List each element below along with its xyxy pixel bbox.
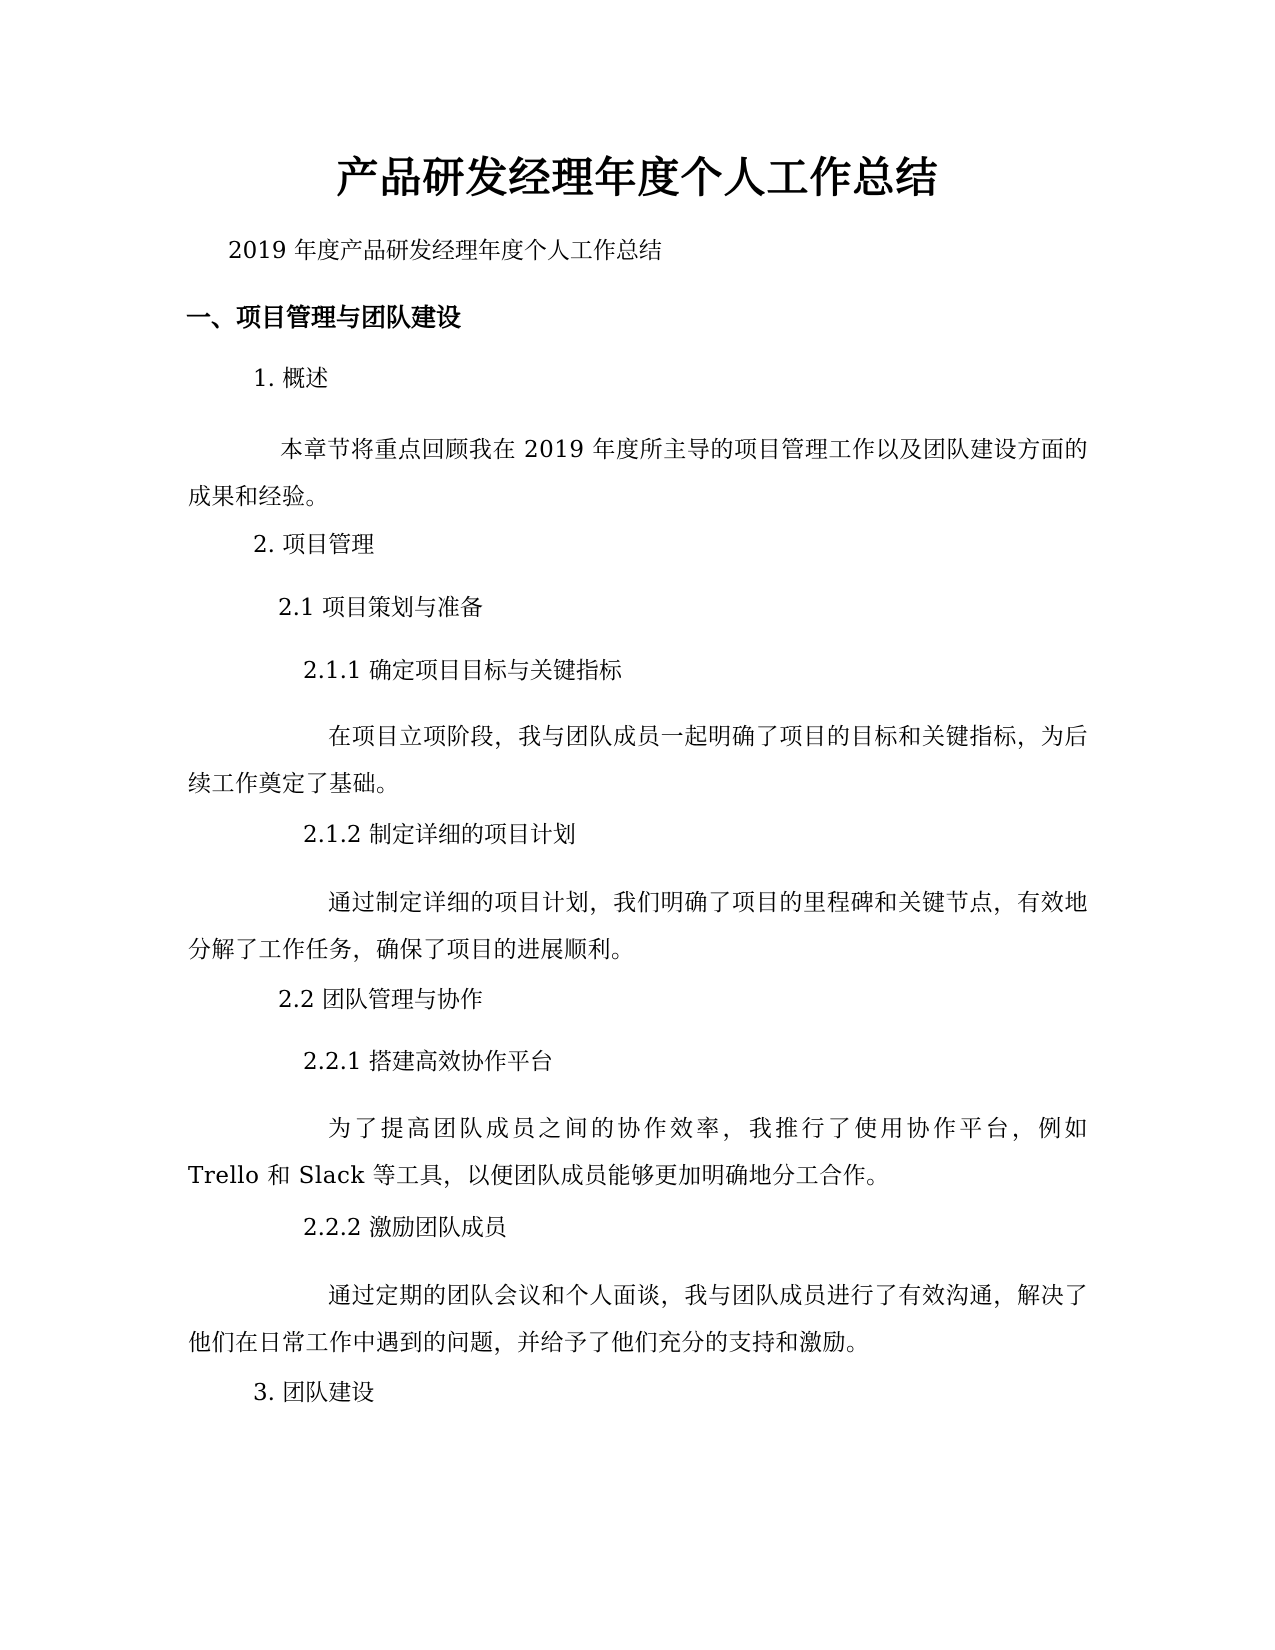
document-title: 产品研发经理年度个人工作总结 xyxy=(336,153,939,202)
heading-project-management: 2. 项目管理 xyxy=(253,532,375,558)
heading-team-motivation: 2.2.2 激励团队成员 xyxy=(303,1215,507,1241)
heading-project-planning: 2.1 项目策划与准备 xyxy=(278,595,483,621)
heading-project-plan: 2.1.2 制定详细的项目计划 xyxy=(303,822,576,848)
paragraph-project-goals: 在项目立项阶段，我与团队成员一起明确了项目的目标和关键指标，为后续工作奠定了基础。 xyxy=(188,724,1088,797)
heading-team-building: 3. 团队建设 xyxy=(253,1380,375,1406)
paragraph-collaboration-platform: 为了提高团队成员之间的协作效率，我推行了使用协作平台，例如 Trello 和 Slack 等工具，以便团队成员能够更加明确地分工合作。 xyxy=(188,1116,1088,1189)
heading-project-goals: 2.1.1 确定项目目标与关键指标 xyxy=(303,658,622,684)
heading-overview: 1. 概述 xyxy=(253,366,329,392)
paragraph-team-motivation: 通过定期的团队会议和个人面谈，我与团队成员进行了有效沟通，解决了他们在日常工作中遇到的问题，并给予了他们充分的支持和激励。 xyxy=(188,1283,1088,1356)
document-subtitle: 2019 年度产品研发经理年度个人工作总结 xyxy=(228,238,662,264)
paragraph-overview: 本章节将重点回顾我在 2019 年度所主导的项目管理工作以及团队建设方面的成果和经验。 xyxy=(188,437,1088,510)
section-heading-project-team: 一、项目管理与团队建设 xyxy=(186,303,462,332)
heading-team-management: 2.2 团队管理与协作 xyxy=(278,987,483,1013)
paragraph-project-plan: 通过制定详细的项目计划，我们明确了项目的里程碑和关键节点，有效地分解了工作任务，确保了项目的进展顺利。 xyxy=(188,890,1088,963)
heading-collaboration-platform: 2.2.1 搭建高效协作平台 xyxy=(303,1049,553,1075)
